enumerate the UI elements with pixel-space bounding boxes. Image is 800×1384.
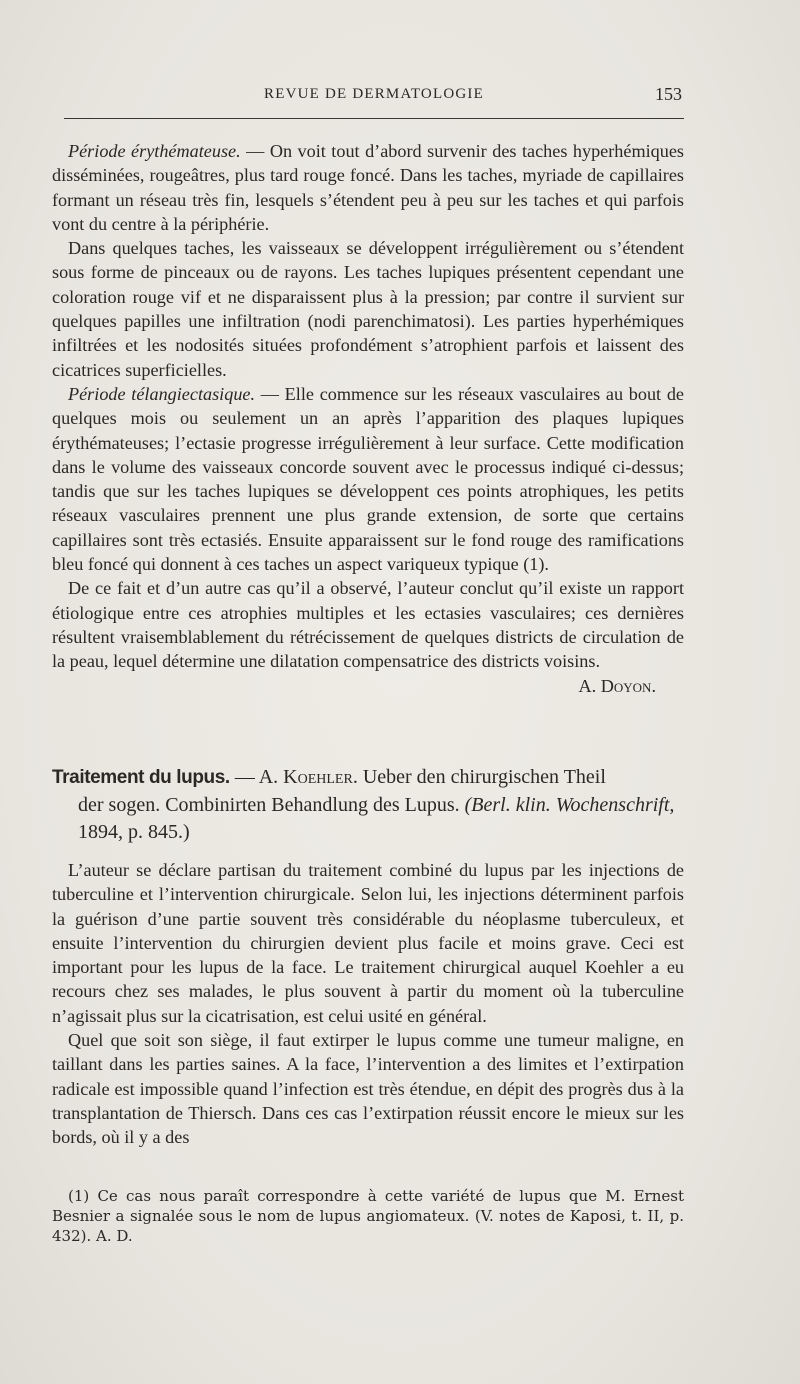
article-heading-lupus-treatment — [52, 764, 684, 845]
author-signature: A. Doyon. — [578, 675, 656, 696]
paragraph-text: L’auteur se déclare partisan du traitement combiné du lupus par les injections de tuberculine et l’intervention chirurgicale. Selon lui, les injections déterminent parfois la guérison d’une partie souvent très considérable du néoplasme tuberculeux, et ensuite l’intervention du chirurgien devient plus facile et moins grave. Ceci est important pour les lupus de la face. Le traitement chirurgical auquel Koehler a eu recours chez ses malades, le plus souvent à partir du moment où la tuberculine n’agissait plus sur la cicatrisation, est celui usité en général. — [52, 860, 684, 1026]
article-german-title-cont: der sogen. Combinirten Behandlung des Lupus. — [78, 793, 465, 816]
header-rule — [64, 118, 684, 119]
paragraph-text: — Elle commence sur les réseaux vasculaires au bout de quelques mois ou seulement un an après l’apparition des plaques lupiques érythémateuses; l’ectasie progresse irrégulièrement à leur surface. Cette modification dans le volume des vaisseaux concorde souvent avec le processus indiqué ci-dessus; tandis que sur les taches lupiques se développent ces points atrophiques, les petits réseaux vasculaires prennent une plus grande extension, de sorte que certains capillaires sont très ectasiés. Ensuite apparaissent sur le fond rouge des ramifications bleu foncé qui donnent à ces taches un aspect variqueux typique (1). — [52, 383, 684, 575]
journal-name: (Berl. klin. Wochenschrift, — [464, 793, 675, 816]
page-header — [66, 84, 682, 110]
paragraph-extirpation — [52, 1028, 684, 1149]
section-lupus-treatment-body — [52, 858, 684, 1150]
paragraph-conclusion — [52, 576, 684, 696]
article-title: Traitement du lupus. — [52, 767, 230, 788]
section-erythema-article — [52, 139, 684, 698]
paragraph-text: De ce fait et d’un autre cas qu’il a observé, l’auteur conclut qu’il existe un rapport étiologique entre ces atrophies multiples et les ectasies vasculaires; ces dernières résultent vraisemblablement du rétrécissement de quelques districts de circulation de la peau, lequel détermine une dilatation compensatrice des districts voisins. — [52, 578, 684, 672]
journal-citation: 1894, p. 845.) — [78, 820, 190, 843]
page-number: 153 — [655, 84, 682, 104]
paragraph-text: Dans quelques taches, les vaisseaux se développent irrégulièrement ou s’étendent sous forme de pinceaux ou de rayons. Les taches lupiques présentent cependant une coloration rouge vif et ne disparaissent plus à la pression; par contre il survient sur quelques papilles une infiltration (nodi parenchimatosi). Les parties hyperhémiques infiltrées et les nodosités situées profondément s’atrophient parfois et laissent des cicatrices superficielles. — [52, 238, 684, 380]
paragraph-vessels — [52, 236, 684, 382]
running-head: REVUE DE DERMATOLOGIE — [264, 86, 484, 102]
paragraph-telangiectatic-period — [52, 382, 684, 576]
footnote-text: (1) Ce cas nous paraît correspondre à cette variété de lupus que M. Ernest Besnier a signalée sous le nom de lupus angiomateux. (V. notes de Kaposi, t. II, p. 432). A. D. — [52, 1187, 684, 1245]
article-german-title: . Ueber den chirurgischen Theil — [352, 766, 606, 788]
article-author: Koehler — [283, 766, 353, 788]
paragraph-erythematous-period — [52, 139, 684, 236]
title-dash: — A. — [229, 766, 284, 788]
paragraph-text: — On voit tout d’abord survenir des taches hyperhémiques disséminées, rougeâtres, plus tard rouge foncé. Dans les taches, myriade de capillaires formant un réseau très fin, lesquels s’étendent peu à peu sur les taches et qui parfois vont du centre à la périphérie. — [52, 141, 684, 234]
paragraph-combined-treatment — [52, 858, 684, 1028]
footnote — [52, 1186, 684, 1246]
period-label-erythematous: Période érythémateuse. — [68, 141, 241, 161]
article-heading-continuation — [52, 792, 684, 846]
paragraph-text: Quel que soit son siège, il faut extirper le lupus comme une tumeur maligne, en taillant dans les parties saines. A la face, l’intervention a des limites et l’extirpation radicale est impossible quand l’infection est très étendue, en dépit des progrès dus à la transplantation de Thiersch. Dans ces cas l’extirpation réussit encore le mieux sur les bords, où il y a des — [52, 1030, 684, 1148]
period-label-telangiectatic: Période télangiectasique. — [68, 383, 256, 404]
